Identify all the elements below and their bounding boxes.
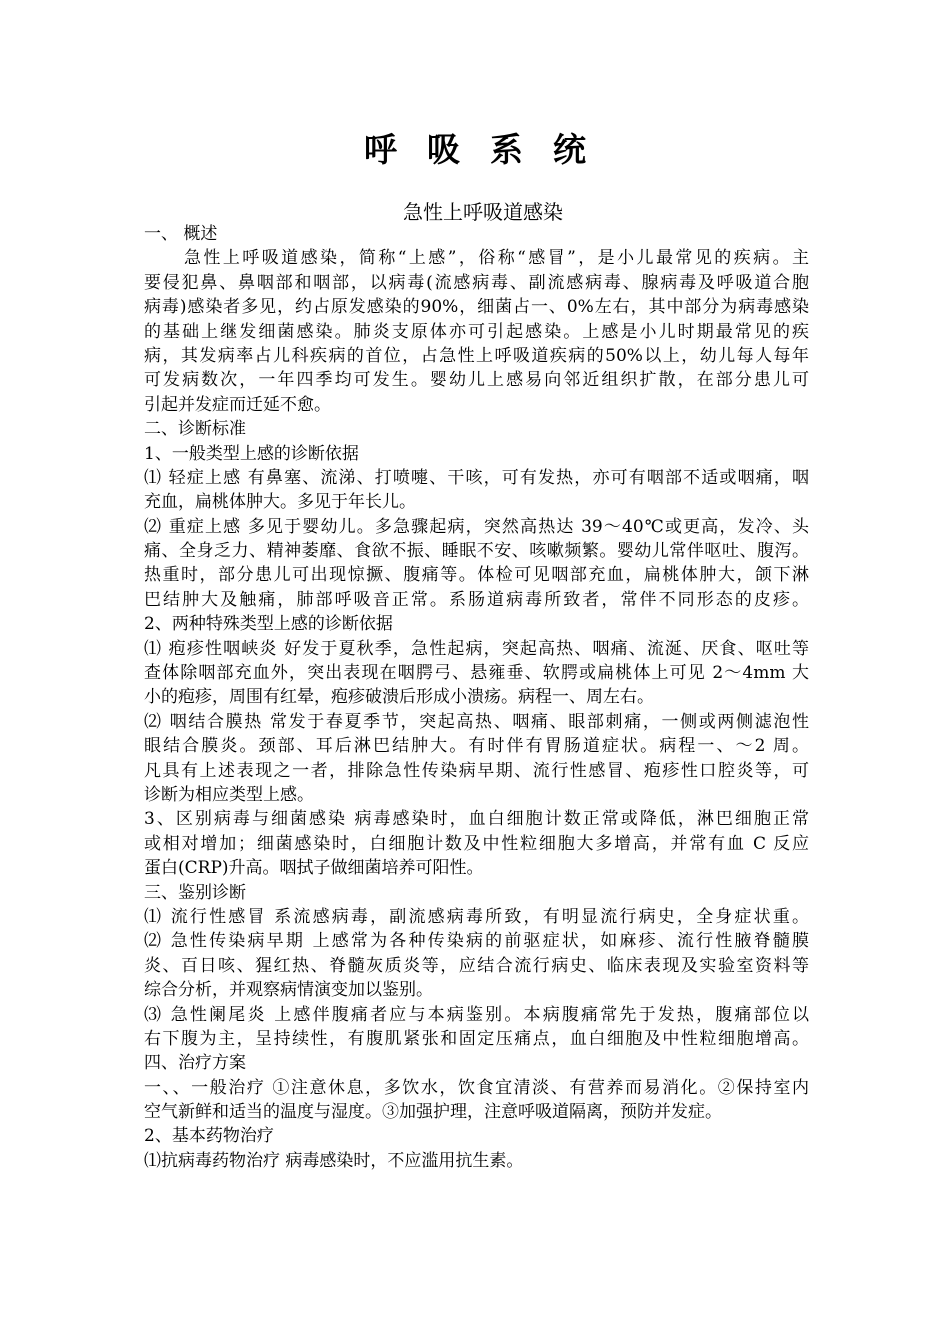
text-line: ⑵ 重症上感 多见于婴幼儿。多急骤起病，突然高热达 39～40℃或更高，发冷、头 xyxy=(144,516,809,537)
text-line: ⑴抗病毒药物治疗 病毒感染时，不应滥用抗生素。 xyxy=(144,1150,524,1171)
text-line: 痛、全身乏力、精神萎靡、食欲不振、睡眠不安、咳嗽频繁。婴幼儿常伴呕吐、腹泻。 xyxy=(144,541,809,562)
text-line: ⑴ 流行性感冒 系流感病毒，副流感病毒所致，有明显流行病史，全身症状重。 xyxy=(144,906,809,927)
text-line: 充血，扁桃体肿大。多见于年长儿。 xyxy=(144,492,416,513)
document-title: 呼吸系统 xyxy=(364,130,616,169)
text-line: 2、基本药物治疗 xyxy=(144,1126,274,1147)
section-title: 急性上呼吸道感染 xyxy=(403,200,563,224)
text-line: 引起并发症而迁延不愈。 xyxy=(144,394,331,415)
text-line: 二、诊断标准 xyxy=(144,419,246,440)
text-line: 急性上呼吸道感染，简称“上感”，俗称“感冒”，是小儿最常见的疾病。主 xyxy=(184,248,809,269)
text-line: 病毒)感染者多见，约占原发感染的90%，细菌占一、0%左右，其中部分为病毒感染 xyxy=(144,297,809,318)
text-line: 热重时，部分患儿可出现惊撅、腹痛等。体检可见咽部充血，扁桃体肿大，颌下淋 xyxy=(144,565,809,586)
text-line: 小的疱疹，周围有红晕，疱疹破溃后形成小溃疡。病程一、周左右。 xyxy=(144,687,654,708)
text-line: 诊断为相应类型上感。 xyxy=(144,784,314,805)
text-line: 一、、一般治疗 ①注意休息，多饮水，饮食宜清淡、有营养而易消化。②保持室内 xyxy=(144,1077,809,1098)
document-body xyxy=(144,222,809,1173)
text-line: 2、两种特殊类型上感的诊断依据 xyxy=(144,614,393,635)
text-line: 综合分析，并观察病情演变加以鉴别。 xyxy=(144,980,433,1001)
text-line: 四、治疗方案 xyxy=(144,1053,246,1074)
text-line: 1、一般类型上感的诊断依据 xyxy=(144,443,359,464)
text-line: 巴结肿大及触痛，肺部呼吸音正常。系肠道病毒所致者，常伴不同形态的皮疹。 xyxy=(144,589,809,610)
text-line: 要侵犯鼻、鼻咽部和咽部，以病毒(流感病毒、副流感病毒、腺病毒及呼吸道合胞 xyxy=(144,272,809,293)
text-line: 查体除咽部充血外，突出表现在咽腭弓、悬雍垂、软腭或扁桃体上可见 2～4mm 大 xyxy=(144,663,809,684)
text-line: ⑶ 急性阑尾炎 上感伴腹痛者应与本病鉴别。本病腹痛常先于发热，腹痛部位以 xyxy=(144,1004,809,1025)
text-line: 蛋白(CRP)升高。咽拭子做细菌培养可阳性。 xyxy=(144,858,484,879)
text-line: 的基础上继发细菌感染。肺炎支原体亦可引起感染。上感是小儿时期最常见的疾 xyxy=(144,321,809,342)
text-line: 3、区别病毒与细菌感染 病毒感染时，血白细胞计数正常或降低，淋巴细胞正常 xyxy=(144,809,809,830)
text-line: 可发病数次，一年四季均可发生。婴幼儿上感易向邻近组织扩散，在部分患儿可 xyxy=(144,370,809,391)
text-line: 右下腹为主，呈持续性，有腹肌紧张和固定压痛点，血白细胞及中性粒细胞增高。 xyxy=(144,1028,809,1049)
text-line: ⑵ 咽结合膜热 常发于春夏季节，突起高热、咽痛、眼部刺痛，一侧或两侧滤泡性 xyxy=(144,711,809,732)
text-line: 三、鉴别诊断 xyxy=(144,882,246,903)
text-line: ⑴ 疱疹性咽峡炎 好发于夏秋季，急性起病，突起高热、咽痛、流涎、厌食、呕吐等 xyxy=(144,638,809,659)
text-line: 空气新鲜和适当的温度与湿度。③加强护理，注意呼吸道隔离，预防并发症。 xyxy=(144,1102,722,1123)
text-line: ⑵ 急性传染病早期 上感常为各种传染病的前驱症状，如麻疹、流行性腋脊髓膜 xyxy=(144,931,809,952)
text-line: 炎、百日咳、猩红热、脊髓灰质炎等，应结合流行病史、临床表现及实验室资料等 xyxy=(144,955,809,976)
text-line: ⑴ 轻症上感 有鼻塞、流涕、打喷嚏、干咳，可有发热，亦可有咽部不适或咽痛，咽 xyxy=(144,467,809,488)
text-line: 眼结合膜炎。颈部、耳后淋巴结肿大。有时伴有胃肠道症状。病程一、～2 周。 xyxy=(144,736,809,757)
text-line: 一、 概述 xyxy=(144,224,218,244)
text-line: 或相对增加；细菌感染时，白细胞计数及中性粒细胞大多增高，并常有血 C 反应 xyxy=(144,833,809,854)
text-line: 病，其发病率占儿科疾病的首位，占急性上呼吸道疾病的50%以上，幼儿每人每年 xyxy=(144,345,809,366)
text-line: 凡具有上述表现之一者，排除急性传染病早期、流行性感冒、疱疹性口腔炎等，可 xyxy=(144,760,809,781)
